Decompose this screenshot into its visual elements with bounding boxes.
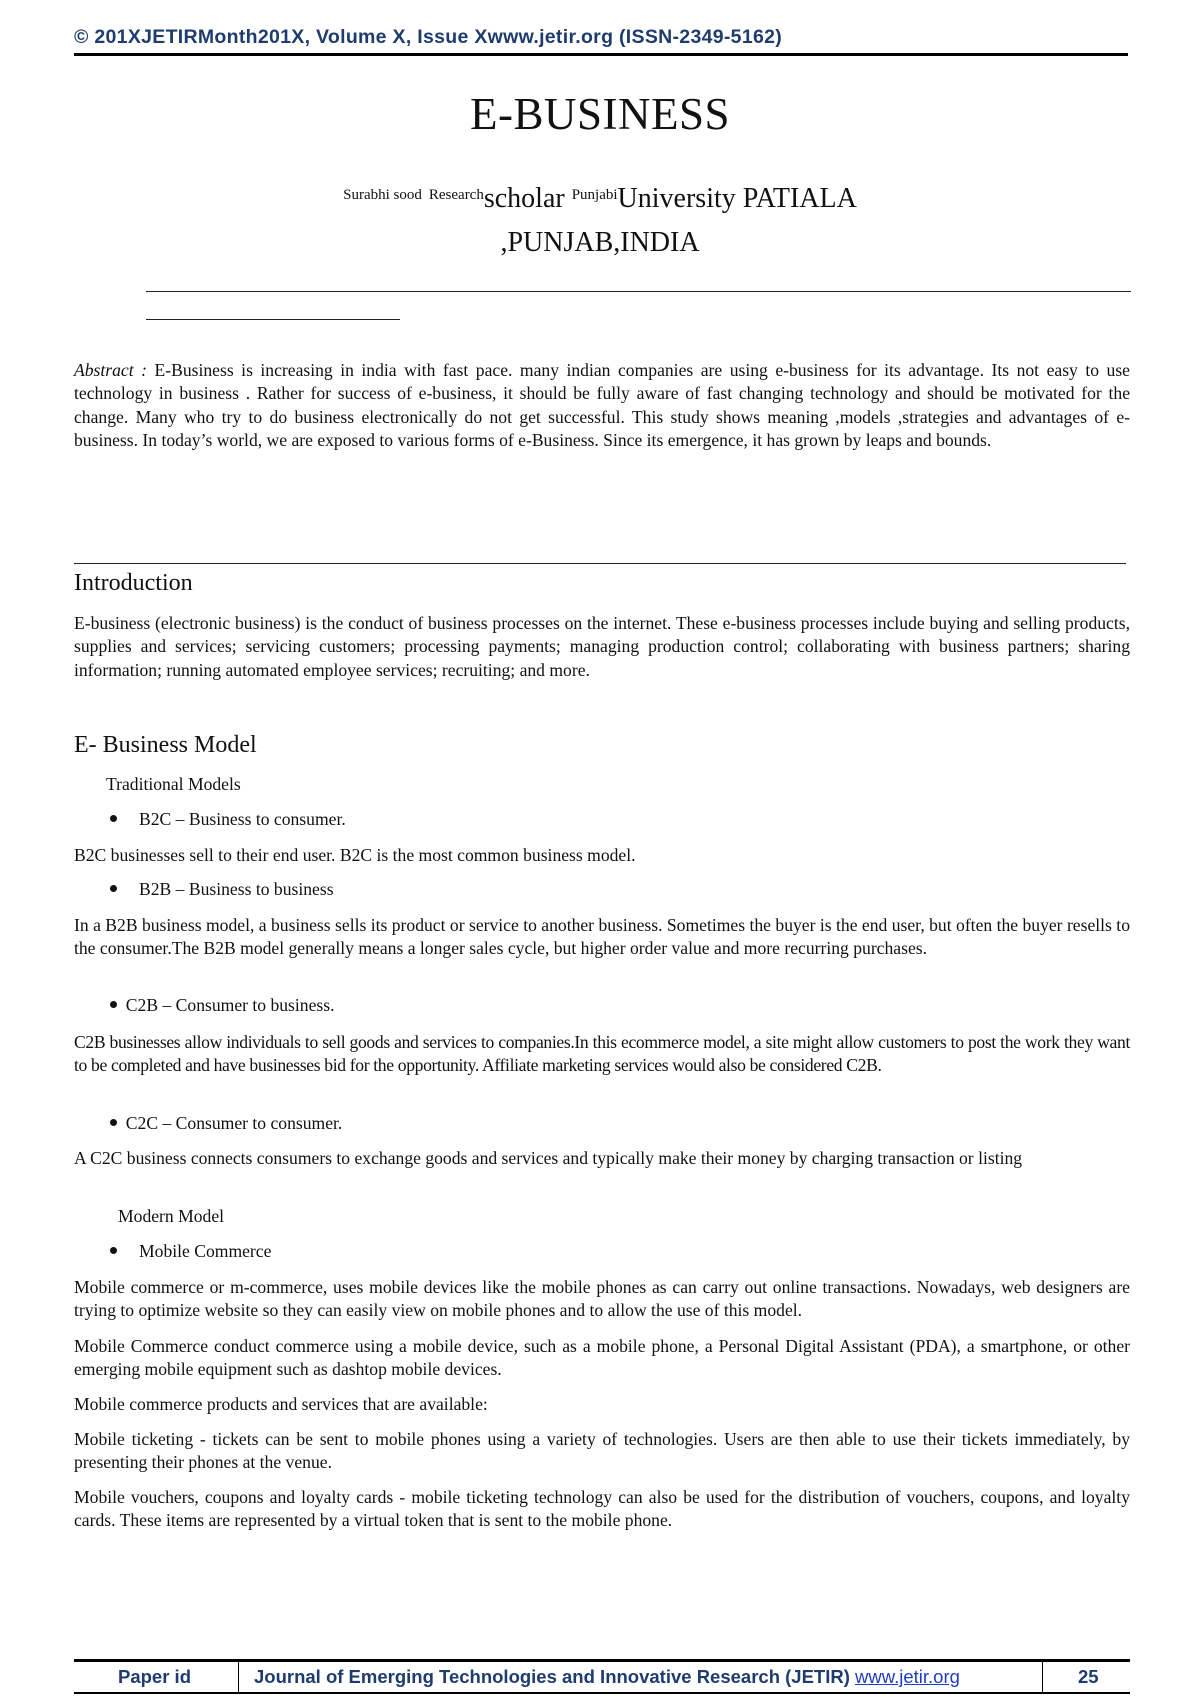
b2b-text: In a B2B business model, a business sells its product or service to another business. Sometimes the buyer is the end user, but often the buyer resells to the consumer.The B2B model generally means a longer sales cycle, but higher order value and more recurring purchases. [74,915,1130,959]
mobile-commerce-bullet: Mobile Commerce [110,1241,271,1262]
footer-paper-id: Paper id [118,1666,191,1687]
abstract [74,359,1130,453]
separator-line-2 [146,319,400,320]
c2c-text: A C2C business connects consumers to exchange goods and services and typically make their money by charging transaction or listing [74,1148,1023,1168]
modern-model-label: Modern Model [118,1206,225,1226]
bullet-dot-icon [110,1247,117,1254]
author-role-small: Research [428,187,484,203]
b2b-bullet: B2B – Business to business [110,879,334,900]
bullet-dot-icon [110,1001,117,1008]
separator-line-1 [146,291,1131,292]
abstract-text: E-Business is increasing in india with fast pace. many indian companies are using e-business for its advantage. Its not easy to use technology in business . Rather for success of e-business, it should be fully aware of fast changing technology and should be motivated for the change. Many who try to do business electronically do not get successful. This study shows meaning ,models ,strategies and advantages of e-business. In today’s world, we are exposed to various forms of e-Business. Since its emergence, it has grown by leaps and bounds. [74,360,1130,451]
footer-top-rule [74,1659,1130,1662]
footer-bottom-rule [74,1692,1130,1694]
mobile-paragraph-2: Mobile Commerce conduct commerce using a mobile device, such as a mobile phone, a Personal Digital Assistant (PDA), a smartphone, or other emerging mobile equipment such as dashtop mobile devices. [74,1336,1130,1380]
running-head: © 201XJETIRMonth201X, Volume X, Issue Xwww.jetir.org (ISSN-2349-5162) [74,26,783,48]
mobile-paragraph-5: Mobile vouchers, coupons and loyalty cards - mobile ticketing technology can also be used for the distribution of vouchers, coupons, and loyalty cards. These items are represented by a virtual token that is sent to the mobile phone. [74,1487,1130,1531]
footer-separator [238,1662,239,1692]
traditional-models-label: Traditional Models [106,774,241,794]
author-name: Surabhi sood [343,187,422,203]
b2c-text: B2C businesses sell to their end user. B2C is the most common business model. [74,845,636,865]
mobile-paragraph-3: Mobile commerce products and services that are available: [74,1394,488,1414]
paper-title: E-BUSINESS [469,89,731,139]
section-rule [74,563,1126,564]
c2b-bullet: C2B – Consumer to business. [110,995,335,1016]
header-rule [74,53,1128,56]
footer-page-number: 25 [1078,1666,1099,1687]
b2c-bullet: B2C – Business to consumer. [110,809,346,830]
introduction-heading: Introduction [74,570,193,596]
bullet-dot-icon [110,1119,117,1126]
author-line-1 [250,178,950,216]
author-role-big: scholar [483,183,565,214]
mobile-paragraph-4: Mobile ticketing - tickets can be sent to mobile phones using a variety of technologies. Users are then able to use their tickets immediately, by presenting their phones at the venue. [74,1429,1130,1473]
author-univ-small: Punjabi [571,187,618,203]
c2b-text: C2B businesses allow individuals to sell goods and services to companies.In this ecommerce model, a site might allow customers to post the work they want to be completed and have businesses bid for the opportunity. Affiliate marketing services would also be considered C2B. [74,1032,1130,1076]
bullet-dot-icon [110,815,117,822]
model-heading: E- Business Model [74,732,257,758]
footer-link[interactable]: www.jetir.org [855,1666,960,1687]
introduction-text: E-business (electronic business) is the conduct of business processes on the internet. These e-business processes include buying and selling products, supplies and services; servicing customers; processing payments; managing production control; collaborating with business partners; sharing information; running automated employee services; recruiting; and more. [74,613,1130,680]
footer-journal [254,1666,960,1688]
mobile-paragraph-1: Mobile commerce or m-commerce, uses mobile devices like the mobile phones as can carry out online transactions. Nowadays, web designers are trying to optimize website so they can easily view on mobile phones and to allow the use of this model. [74,1277,1130,1321]
abstract-label: Abstract : [74,360,147,380]
bullet-dot-icon [110,885,117,892]
author-univ-big: University PATIALA [617,183,857,214]
c2c-bullet: C2C – Consumer to consumer. [110,1113,342,1134]
author-line-2: ,PUNJAB,INDIA [500,227,700,258]
footer-journal-name: Journal of Emerging Technologies and Innovative Research (JETIR) [254,1666,850,1687]
footer-separator [1042,1662,1043,1692]
